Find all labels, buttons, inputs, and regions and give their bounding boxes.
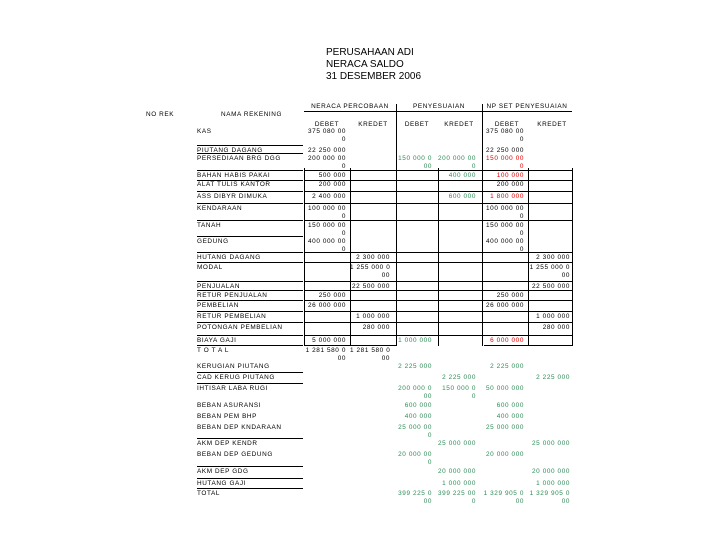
- cell-pen-kredet: 150 000 0 0: [442, 385, 476, 401]
- row-rule: [197, 478, 303, 479]
- row-rule: [197, 252, 303, 253]
- row-rule: [197, 438, 303, 439]
- cell-nps-kredet: 2 225 000: [536, 374, 570, 381]
- cell-nps-kredet: 1 329 905 0 00: [529, 490, 570, 506]
- cell-pen-kredet: 25 000 000: [438, 440, 476, 447]
- cell-np-debet: 250 000: [318, 292, 346, 299]
- row-rule: [197, 145, 303, 146]
- account-name: BEBAN ASURANSI: [197, 402, 262, 409]
- cell-pen-debet: 600 000: [404, 402, 432, 409]
- account-name: TOTAL: [197, 490, 221, 497]
- cell-nps-debet: 600 000: [496, 402, 524, 409]
- account-name: GEDUNG: [197, 238, 229, 245]
- cell-nps-debet: 400 000: [496, 413, 524, 420]
- cell-np-kredet: 280 000: [362, 324, 390, 331]
- cell-pen-debet: 1 000 000: [398, 337, 432, 344]
- cell-np-debet: 500 000: [318, 172, 346, 179]
- row-rule: [197, 220, 303, 221]
- account-name: BEBAN DEP GEDUNG: [197, 451, 273, 458]
- report-name: NERACA SALDO: [326, 59, 404, 70]
- cell-nps-kredet: 22 500 000: [532, 283, 570, 290]
- account-name: IHTISAR LABA RUGI: [197, 385, 268, 392]
- col-no-rek: NO REK: [146, 111, 175, 118]
- cell-pen-debet: 399 225 0 00: [398, 490, 432, 506]
- account-name: ALAT TULIS KANTOR: [197, 181, 271, 188]
- account-name: HUTANG GAJI: [197, 480, 247, 487]
- account-name: BEBAN DEP KNDARAAN: [197, 424, 282, 431]
- cell-nps-debet: 400 000 00 0: [486, 238, 524, 254]
- account-name: KAS: [197, 128, 212, 135]
- col-nps-debet: DEBET: [494, 121, 520, 128]
- account-name: RETUR PENJUALAN: [197, 292, 268, 299]
- cell-pen-kredet: 600 000: [448, 193, 476, 200]
- cell-pen-kredet: 200 000 00 0: [438, 155, 476, 171]
- cell-np-debet: 200 000 00 0: [308, 155, 346, 171]
- account-name: AKM DEP KENDR: [197, 440, 258, 447]
- account-name: ASS DIBYR DIMUKA: [197, 193, 268, 200]
- row-rule: [197, 311, 303, 312]
- cell-nps-kredet: 1 000 000: [536, 480, 570, 487]
- account-name: POTONGAN PEMBELIAN: [197, 324, 283, 331]
- cell-pen-debet: 150 000 0 00: [398, 155, 432, 171]
- col-neraca-percobaan: NERACA PERCOBAAN: [311, 103, 389, 110]
- cell-nps-kredet: 25 000 000: [532, 440, 570, 447]
- cell-pen-kredet: 399 225 00 0: [438, 490, 476, 506]
- account-name: HUTANG DAGANG: [197, 254, 261, 261]
- cell-pen-kredet: 2 225 000: [442, 374, 476, 381]
- cell-nps-debet: 1 800 000: [490, 193, 524, 200]
- account-name: CAD KERUG PIUTANG: [197, 374, 275, 381]
- cell-nps-kredet: 2 300 000: [536, 254, 570, 261]
- row-rule: [197, 170, 303, 171]
- cell-nps-kredet: 20 000 000: [532, 468, 570, 475]
- col-penyesuaian: PENYESUAIAN: [412, 103, 466, 110]
- cell-np-debet: 100 000 00 0: [308, 205, 346, 221]
- cell-nps-debet: 26 000 000: [486, 302, 524, 309]
- report-date: 31 DESEMBER 2006: [326, 71, 422, 82]
- account-name: AKM DEP GDG: [197, 468, 249, 475]
- row-rule: [197, 322, 303, 323]
- cell-pen-kredet: 400 000: [448, 172, 476, 179]
- cell-nps-debet: 50 000 000: [486, 385, 524, 392]
- row-rule: [197, 466, 303, 467]
- col-pen-kredet: KREDET: [444, 121, 474, 128]
- cell-np-kredet: 1 255 000 0 00: [350, 264, 391, 280]
- cell-nps-debet: 6 000 000: [490, 337, 524, 344]
- row-rule: [197, 281, 303, 282]
- column-rule: [572, 168, 573, 346]
- cell-np-debet: 375 080 00 0: [308, 128, 346, 144]
- cell-nps-debet: 150 000 00 0: [486, 222, 524, 238]
- row-rule: [197, 372, 303, 373]
- col-nama-rekening: NAMA REKENING: [221, 111, 283, 118]
- cell-np-kredet: 22 500 000: [352, 283, 390, 290]
- account-name: PENJUALAN: [197, 283, 241, 290]
- cell-pen-kredet: 1 000 000: [442, 480, 476, 487]
- cell-nps-debet: 250 000: [496, 292, 524, 299]
- cell-nps-debet: 200 000: [496, 181, 524, 188]
- account-name: PIUTANG DAGANG: [197, 147, 263, 154]
- cell-nps-debet: 2 225 000: [490, 363, 524, 370]
- cell-np-debet: 200 000: [318, 181, 346, 188]
- cell-nps-debet: 100 000 00 0: [486, 205, 524, 221]
- row-rule: [197, 203, 303, 204]
- cell-pen-debet: 25 000 00 0: [398, 424, 432, 440]
- row-rule: [197, 335, 303, 336]
- header-rule: [304, 111, 572, 112]
- col-np-debet: DEBET: [314, 121, 340, 128]
- cell-nps-debet: 22 250 000: [486, 147, 524, 154]
- account-name: KERUGIAN PIUTANG: [197, 363, 270, 370]
- account-name: MODAL: [197, 264, 223, 271]
- cell-pen-debet: 20 000 00 0: [398, 451, 432, 467]
- cell-np-debet: 150 000 00 0: [308, 222, 346, 238]
- cell-np-debet: 400 000 00 0: [308, 238, 346, 254]
- cell-nps-kredet: 1 255 000 0 00: [529, 264, 570, 280]
- account-name: TANAH: [197, 222, 222, 229]
- cell-nps-debet: 100 000: [496, 172, 524, 179]
- account-name: PERSEDIAAN BRG DGG: [197, 155, 281, 162]
- account-name: KENDARAAN: [197, 205, 243, 212]
- cell-pen-debet: 2 225 000: [398, 363, 432, 370]
- cell-nps-debet: 25 000 000: [486, 424, 524, 431]
- cell-nps-debet: 20 000 000: [486, 451, 524, 458]
- cell-np-kredet: 2 300 000: [356, 254, 390, 261]
- row-rule: [197, 383, 303, 384]
- col-nps-kredet: KREDET: [537, 121, 567, 128]
- column-rule: [396, 168, 397, 346]
- account-name: PEMBELIAN: [197, 302, 239, 309]
- cell-pen-debet: 400 000: [404, 413, 432, 420]
- cell-np-debet: 26 000 000: [308, 302, 346, 309]
- cell-nps-debet: 1 329 905 0 00: [483, 490, 524, 506]
- company-name: PERUSAHAAN ADI: [326, 47, 414, 58]
- col-pen-debet: DEBET: [404, 121, 430, 128]
- row-rule: [197, 191, 303, 192]
- cell-pen-debet: 200 000 0 00: [398, 385, 432, 401]
- account-name: BIAYA GAJI: [197, 337, 237, 344]
- cell-nps-kredet: 1 000 000: [536, 313, 570, 320]
- cell-np-debet: 22 250 000: [308, 147, 346, 154]
- cell-nps-kredet: 280 000: [542, 324, 570, 331]
- account-name: BAHAN HABIS PAKAI: [197, 172, 271, 179]
- account-name: RETUR PEMBELIAN: [197, 313, 267, 320]
- col-np-set-penyesuaian: NP SET PENYESUAIAN: [486, 103, 568, 110]
- account-name: BEBAN PEM BHP: [197, 413, 258, 420]
- cell-pen-kredet: 20 000 000: [438, 468, 476, 475]
- cell-np-debet: 1 281 580 0 00: [305, 347, 346, 363]
- cell-nps-debet: 150 000 00 0: [486, 155, 524, 171]
- cell-np-kredet: 1 000 000: [356, 313, 390, 320]
- cell-nps-debet: 375 080 00 0: [486, 128, 524, 144]
- cell-np-debet: 2 400 000: [312, 193, 346, 200]
- cell-np-kredet: 1 281 580 0 00: [350, 347, 391, 363]
- cell-np-debet: 5 000 000: [312, 337, 346, 344]
- col-np-kredet: KREDET: [358, 121, 388, 128]
- row-rule: [197, 236, 303, 237]
- account-name: T O T A L: [197, 347, 230, 354]
